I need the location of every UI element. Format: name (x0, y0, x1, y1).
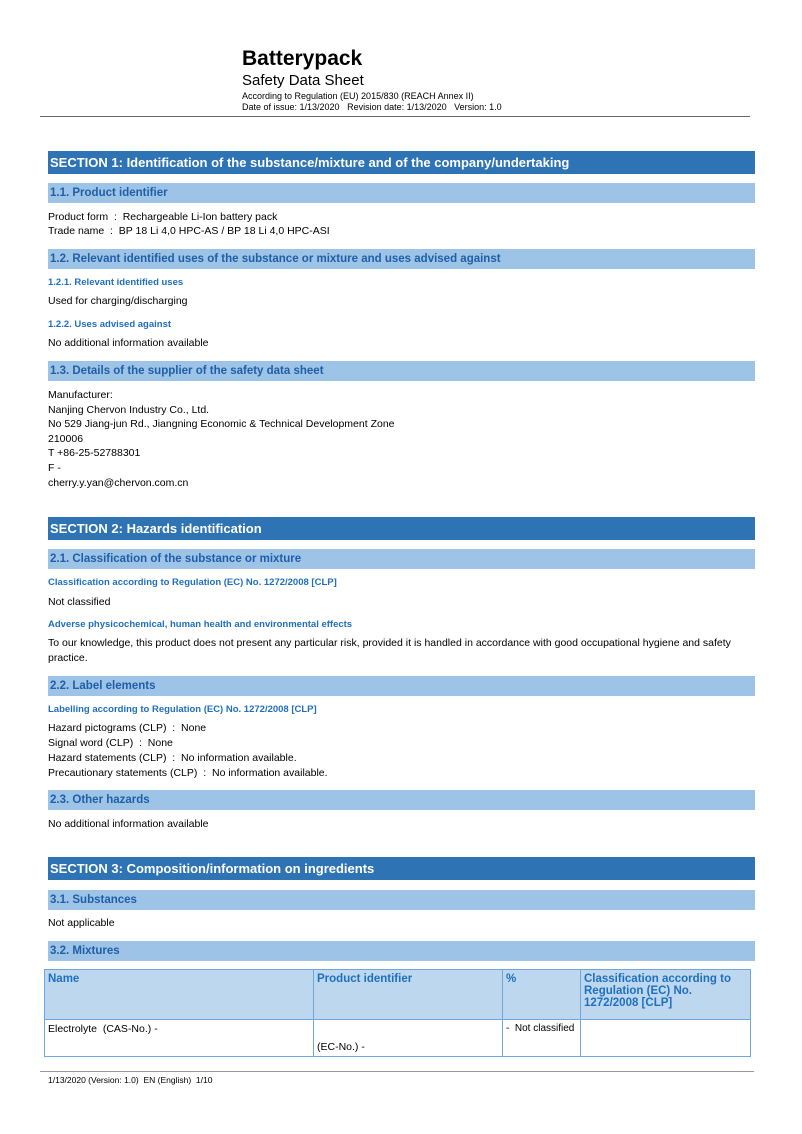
supplier-line: F - (48, 462, 61, 474)
label-element: Hazard statements (CLP) : No information available. (48, 752, 297, 764)
col-name: Name (45, 970, 314, 1020)
subsection-2-2: 2.2. Label elements (48, 676, 755, 696)
section-3-header: SECTION 3: Composition/information on ingredients (48, 857, 755, 880)
label-element: Precautionary statements (CLP) : No information available. (48, 767, 328, 779)
table-row (45, 1020, 751, 1057)
table-header-row (45, 970, 751, 1020)
uses-advised-against: No additional information available (48, 337, 209, 349)
cell-identifier: (EC-No.) - (314, 1020, 503, 1057)
identified-uses: Used for charging/discharging (48, 295, 188, 307)
doc-title: Batterypack (242, 47, 363, 70)
subsection-2-3: 2.3. Other hazards (48, 790, 755, 810)
other-hazards: No additional information available (48, 818, 209, 830)
adverse-effects: To our knowledge, this product does not present any particular risk, provided it is handled in accordance with good occupational hygiene and safety (48, 637, 731, 649)
supplier-line: 210006 (48, 433, 84, 445)
col-percent: % (503, 970, 581, 1020)
footer: 1/13/2020 (Version: 1.0) EN (English) 1/10 (48, 1075, 213, 1085)
label-adverse-effects: Adverse physicochemical, human health and environmental effects (48, 619, 353, 630)
header-divider (40, 116, 750, 117)
subsection-1-2: 1.2. Relevant identified uses of the substance or mixture and uses advised against (48, 249, 755, 269)
doc-subtitle: Safety Data Sheet (242, 72, 364, 89)
label-classification: Classification according to Regulation (EC) No. 1272/2008 [CLP] (48, 577, 337, 588)
subsection-1-1: 1.1. Product identifier (48, 183, 755, 203)
cell-name: Electrolyte (CAS-No.) - (45, 1020, 314, 1057)
col-product-identifier: Product identifier (314, 970, 503, 1020)
supplier-line: T +86-25-52788301 (48, 447, 141, 459)
label-labelling: Labelling according to Regulation (EC) No. 1272/2008 [CLP] (48, 704, 317, 715)
cell-classification (581, 1020, 751, 1057)
section-2-header: SECTION 2: Hazards identification (48, 517, 755, 540)
adverse-effects-cont: practice. (48, 652, 88, 664)
product-form: Product form : Rechargeable Li-Ion battery pack (48, 211, 278, 223)
cell-percent: - Not classified (503, 1020, 581, 1057)
subsection-1-3: 1.3. Details of the supplier of the safety data sheet (48, 361, 755, 381)
subsection-2-1: 2.1. Classification of the substance or mixture (48, 549, 755, 569)
label-uses-advised-against: 1.2.2. Uses advised against (48, 319, 172, 330)
label-identified-uses: 1.2.1. Relevant identified uses (48, 277, 184, 288)
classification: Not classified (48, 596, 111, 608)
label-element: Signal word (CLP) : None (48, 737, 173, 749)
supplier-line: No 529 Jiang-jun Rd., Jiangning Economic & Technical Development Zone (48, 418, 395, 430)
subsection-3-2: 3.2. Mixtures (48, 941, 755, 961)
mixtures-table (44, 969, 751, 1057)
supplier-email[interactable]: cherry.y.yan@chervon.com.cn (48, 477, 189, 489)
subsection-3-1: 3.1. Substances (48, 890, 755, 910)
trade-name: Trade name : BP 18 Li 4,0 HPC-AS / BP 18 Li 4,0 HPC-ASI (48, 225, 330, 237)
section-1-header: SECTION 1: Identification of the substance/mixture and of the company/undertaking (48, 151, 755, 174)
col-classification: Classification according to Regulation (EC) No. 1272/2008 [CLP] (581, 970, 751, 1020)
label-element: Hazard pictograms (CLP) : None (48, 722, 207, 734)
substances: Not applicable (48, 917, 115, 929)
supplier-line: Nanjing Chervon Industry Co., Ltd. (48, 404, 210, 416)
supplier-line: Manufacturer: (48, 389, 113, 401)
dates: Date of issue: 1/13/2020 Revision date: 1/13/2020 Version: 1.0 (242, 102, 502, 112)
regulation: According to Regulation (EU) 2015/830 (REACH Annex II) (242, 91, 474, 101)
footer-divider (40, 1071, 754, 1072)
